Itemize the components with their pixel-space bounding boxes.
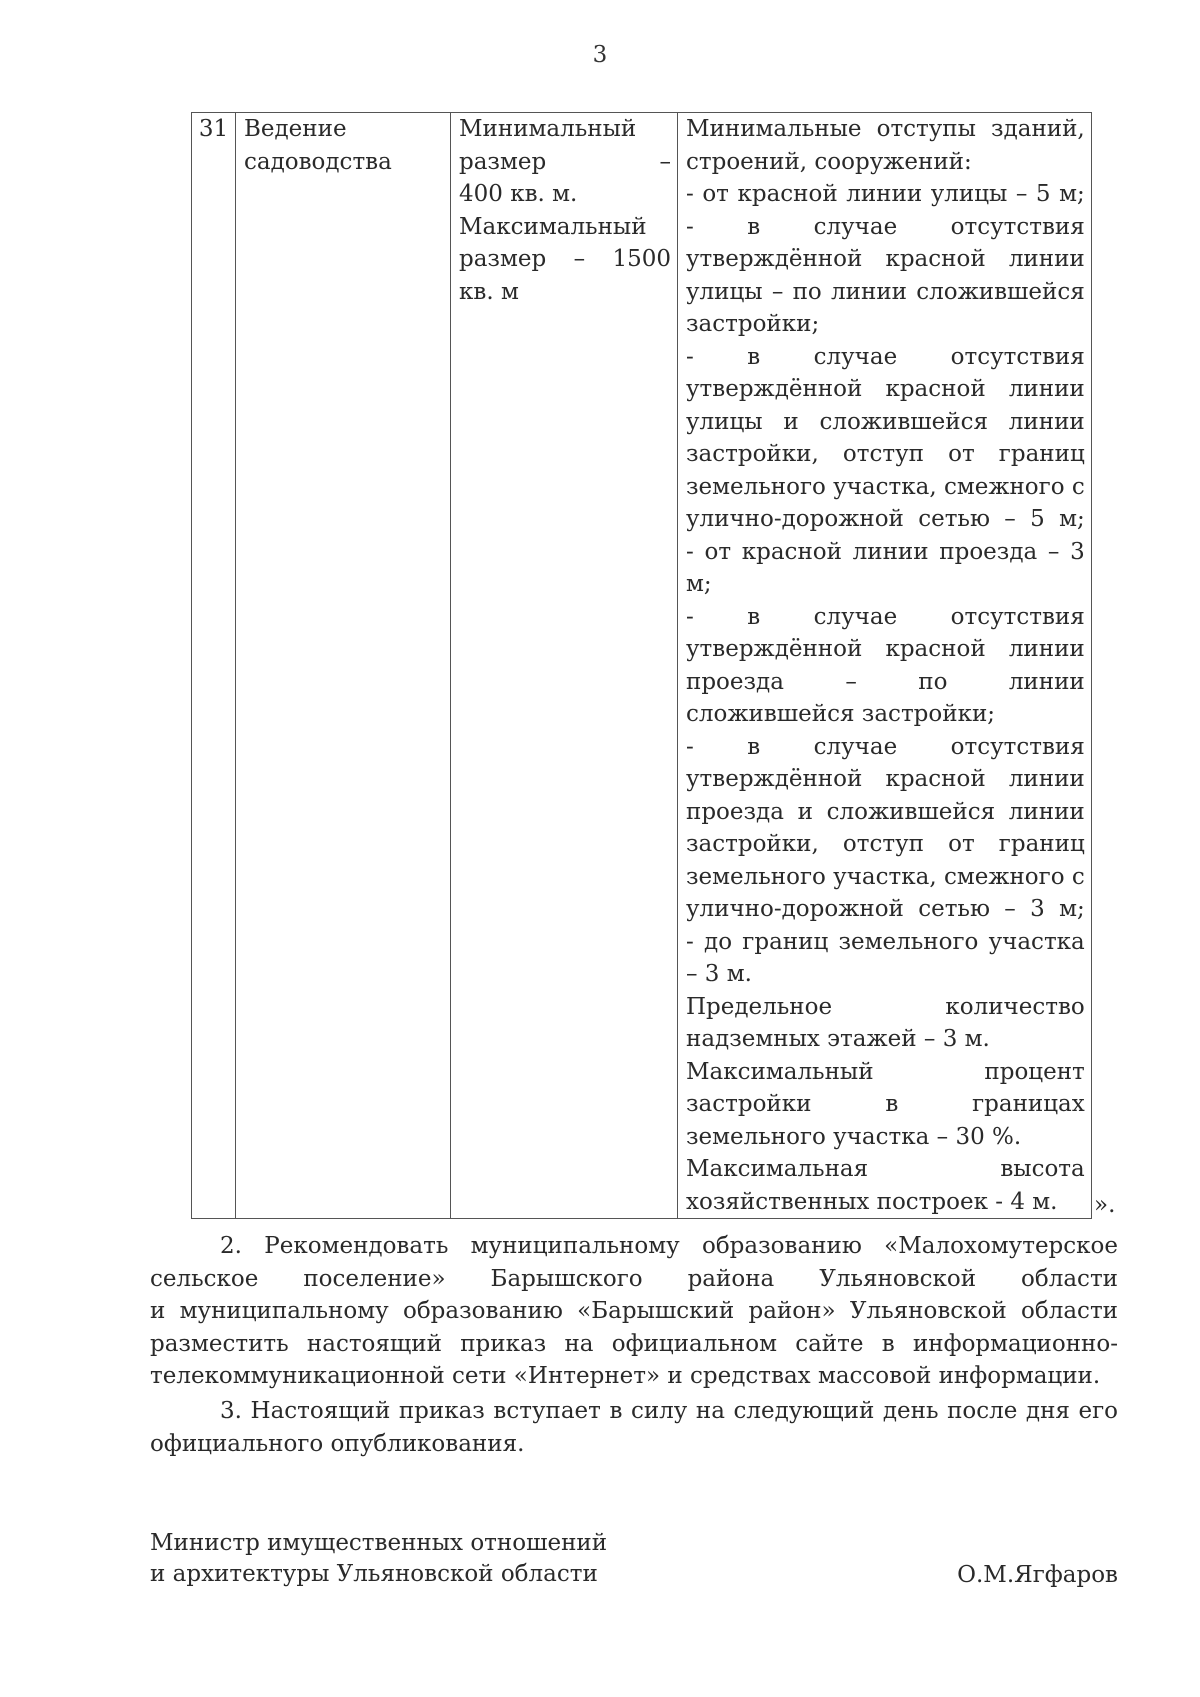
restriction-line: строений, сооружений: — [686, 148, 972, 175]
restriction-line: земельного участка, смежного с — [686, 863, 1085, 890]
size-line: Минимальный — [459, 116, 637, 142]
paragraph-line: и муниципальному образованию «Барышский район» Ульяновской области — [150, 1298, 1118, 1324]
regulations-table — [191, 112, 1092, 1219]
restriction-line: - в случае отсутствия — [686, 733, 1085, 760]
table-row — [192, 113, 1092, 1219]
paragraph-line: 3. Настоящий приказ вступает в силу на следующий день после дня его — [220, 1398, 1118, 1424]
restriction-line: хозяйственных построек - 4 м. — [686, 1188, 1058, 1215]
paragraph-2 — [150, 1230, 1118, 1393]
restriction-line: м; — [686, 571, 712, 597]
restriction-line: надземных этажей – 3 м. — [686, 1026, 990, 1052]
restriction-line: сложившейся застройки; — [686, 701, 996, 727]
restriction-line: земельного участка – 30 %. — [686, 1123, 1022, 1150]
paragraph-3 — [150, 1395, 1118, 1460]
name-line: садоводства — [244, 148, 392, 175]
restriction-line: застройки в границах — [686, 1091, 1085, 1117]
restriction-line: проезда – по линии — [686, 668, 1085, 695]
paragraph-line: телекоммуникационной сети «Интернет» и средствах массовой информации. — [150, 1363, 1101, 1389]
restriction-line: утверждённой красной линии — [686, 246, 1085, 272]
restriction-line: утверждённой красной линии — [686, 636, 1085, 662]
name-line: Ведение — [244, 116, 347, 142]
size-line: размер – 1500 — [459, 246, 671, 272]
signatory-name: О.М.Ягфаров — [957, 1562, 1118, 1588]
closing-quote-mark: ». — [1094, 1192, 1116, 1218]
signatory-title-line: и архитектуры Ульяновской области — [150, 1561, 598, 1587]
restriction-line: - в случае отсутствия — [686, 343, 1085, 370]
restriction-line: утверждённой красной линии — [686, 766, 1085, 792]
restriction-line: - от красной линии улицы – 5 м; — [686, 181, 1085, 207]
paragraph-line: официального опубликования. — [150, 1430, 525, 1457]
plot-size-cell — [451, 113, 678, 1219]
restriction-line: проезда и сложившейся линии — [686, 798, 1085, 825]
restriction-line: Минимальные отступы зданий, — [686, 116, 1085, 142]
page-number: 3 — [592, 42, 608, 68]
restriction-line: застройки, отступ от границ — [686, 831, 1085, 857]
paragraph-line: 2. Рекомендовать муниципальному образованию «Малохомутерское — [220, 1233, 1118, 1259]
restriction-line: Максимальный процент — [686, 1058, 1085, 1085]
restriction-line: - до границ земельного участка — [686, 928, 1085, 955]
restriction-line: земельного участка, смежного с — [686, 473, 1085, 500]
restriction-line: застройки, отступ от границ — [686, 441, 1085, 467]
signatory-title — [150, 1528, 607, 1590]
size-line: 400 кв. м. — [459, 181, 578, 207]
restriction-line: - в случае отсутствия — [686, 603, 1085, 630]
restriction-line: - в случае отсутствия — [686, 213, 1085, 240]
row-number: 31 — [192, 113, 236, 1219]
restriction-line: улично-дорожной сетью – 5 м; — [686, 506, 1085, 532]
restriction-line: – 3 м. — [686, 961, 752, 987]
restriction-line: улицы – по линии сложившейся — [686, 278, 1085, 305]
restrictions-cell — [678, 113, 1092, 1219]
land-use-name-cell — [236, 113, 451, 1219]
paragraph-line: разместить настоящий приказ на официальном сайте в информационно- — [150, 1330, 1118, 1357]
restriction-line: - от красной линии проезда – 3 — [686, 538, 1085, 565]
restriction-line: улицы и сложившейся линии — [686, 408, 1085, 435]
restriction-line: застройки; — [686, 311, 820, 337]
restriction-line: Предельное количество — [686, 993, 1085, 1020]
size-line: Максимальный — [459, 213, 647, 240]
restriction-line: улично-дорожной сетью – 3 м; — [686, 896, 1085, 922]
signatory-title-line: Министр имущественных отношений — [150, 1530, 608, 1556]
restriction-line: Максимальная высота — [686, 1156, 1085, 1182]
restriction-line: утверждённой красной линии — [686, 376, 1085, 402]
size-line: размер – — [459, 148, 671, 175]
size-line: кв. м — [459, 278, 519, 305]
paragraph-line: сельское поселение» Барышского района Ульяновской области — [150, 1265, 1118, 1292]
